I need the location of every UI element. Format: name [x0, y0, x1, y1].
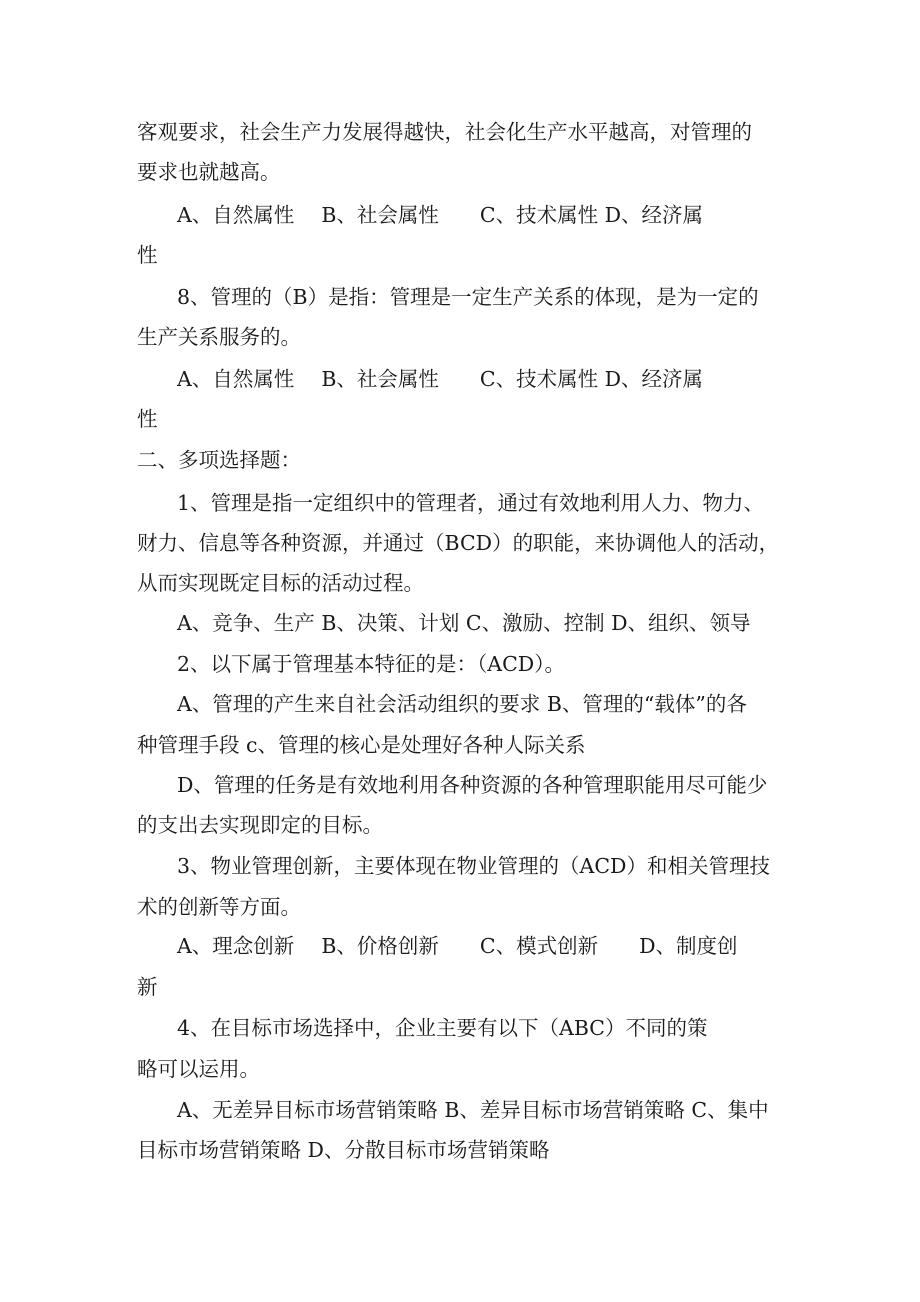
question-line: 8、管理的（B）是指：管理是一定生产关系的体现，是为一定的: [177, 285, 759, 309]
text-line: 种管理手段 c、管理的核心是处理好各种人际关系: [137, 733, 586, 757]
text-line: 要求也就越高。: [137, 160, 281, 184]
question-line: 2、以下属于管理基本特征的是：（ACD）。: [177, 652, 565, 676]
option-line: A、自然属性 B、社会属性 C、技术属性 D、经济属: [177, 367, 704, 391]
text-line: 客观要求，社会生产力发展得越快，社会化生产水平越高，对管理的: [137, 120, 752, 144]
text-line: 财力、信息等各种资源，并通过（BCD）的职能，来协调他人的活动，: [137, 531, 780, 555]
text-line: 术的创新等方面。: [137, 895, 301, 919]
text-line: 的支出去实现即定的目标。: [137, 813, 383, 837]
text-line: 从而实现既定目标的活动过程。: [137, 571, 424, 595]
question-line: 3、物业管理创新，主要体现在物业管理的（ACD）和相关管理技: [177, 854, 770, 878]
text-line: 目标市场营销策略 D、分散目标市场营销策略: [137, 1138, 550, 1162]
question-line: 1、管理是指一定组织中的管理者，通过有效地利用人力、物力、: [177, 491, 765, 515]
option-line: A、竞争、生产 B、决策、计划 C、激励、控制 D、组织、领导: [177, 611, 751, 635]
option-line: A、自然属性 B、社会属性 C、技术属性 D、经济属: [177, 203, 704, 227]
option-line: D、管理的任务是有效地利用各种资源的各种管理职能用尽可能少: [177, 773, 768, 797]
text-line: 性: [137, 407, 158, 431]
option-line: A、管理的产生来自社会活动组织的要求 B、管理的“载体”的各: [177, 692, 747, 716]
text-line: 略可以运用。: [137, 1057, 260, 1081]
text-line: 新: [137, 975, 158, 999]
section-heading: 二、多项选择题：: [137, 448, 301, 472]
text-line: 性: [137, 243, 158, 267]
option-line: A、理念创新 B、价格创新 C、模式创新 D、制度创: [177, 934, 738, 958]
option-line: A、无差异目标市场营销策略 B、差异目标市场营销策略 C、集中: [177, 1098, 769, 1122]
question-line: 4、在目标市场选择中，企业主要有以下（ABC）不同的策: [177, 1016, 708, 1040]
text-line: 生产关系服务的。: [137, 325, 301, 349]
